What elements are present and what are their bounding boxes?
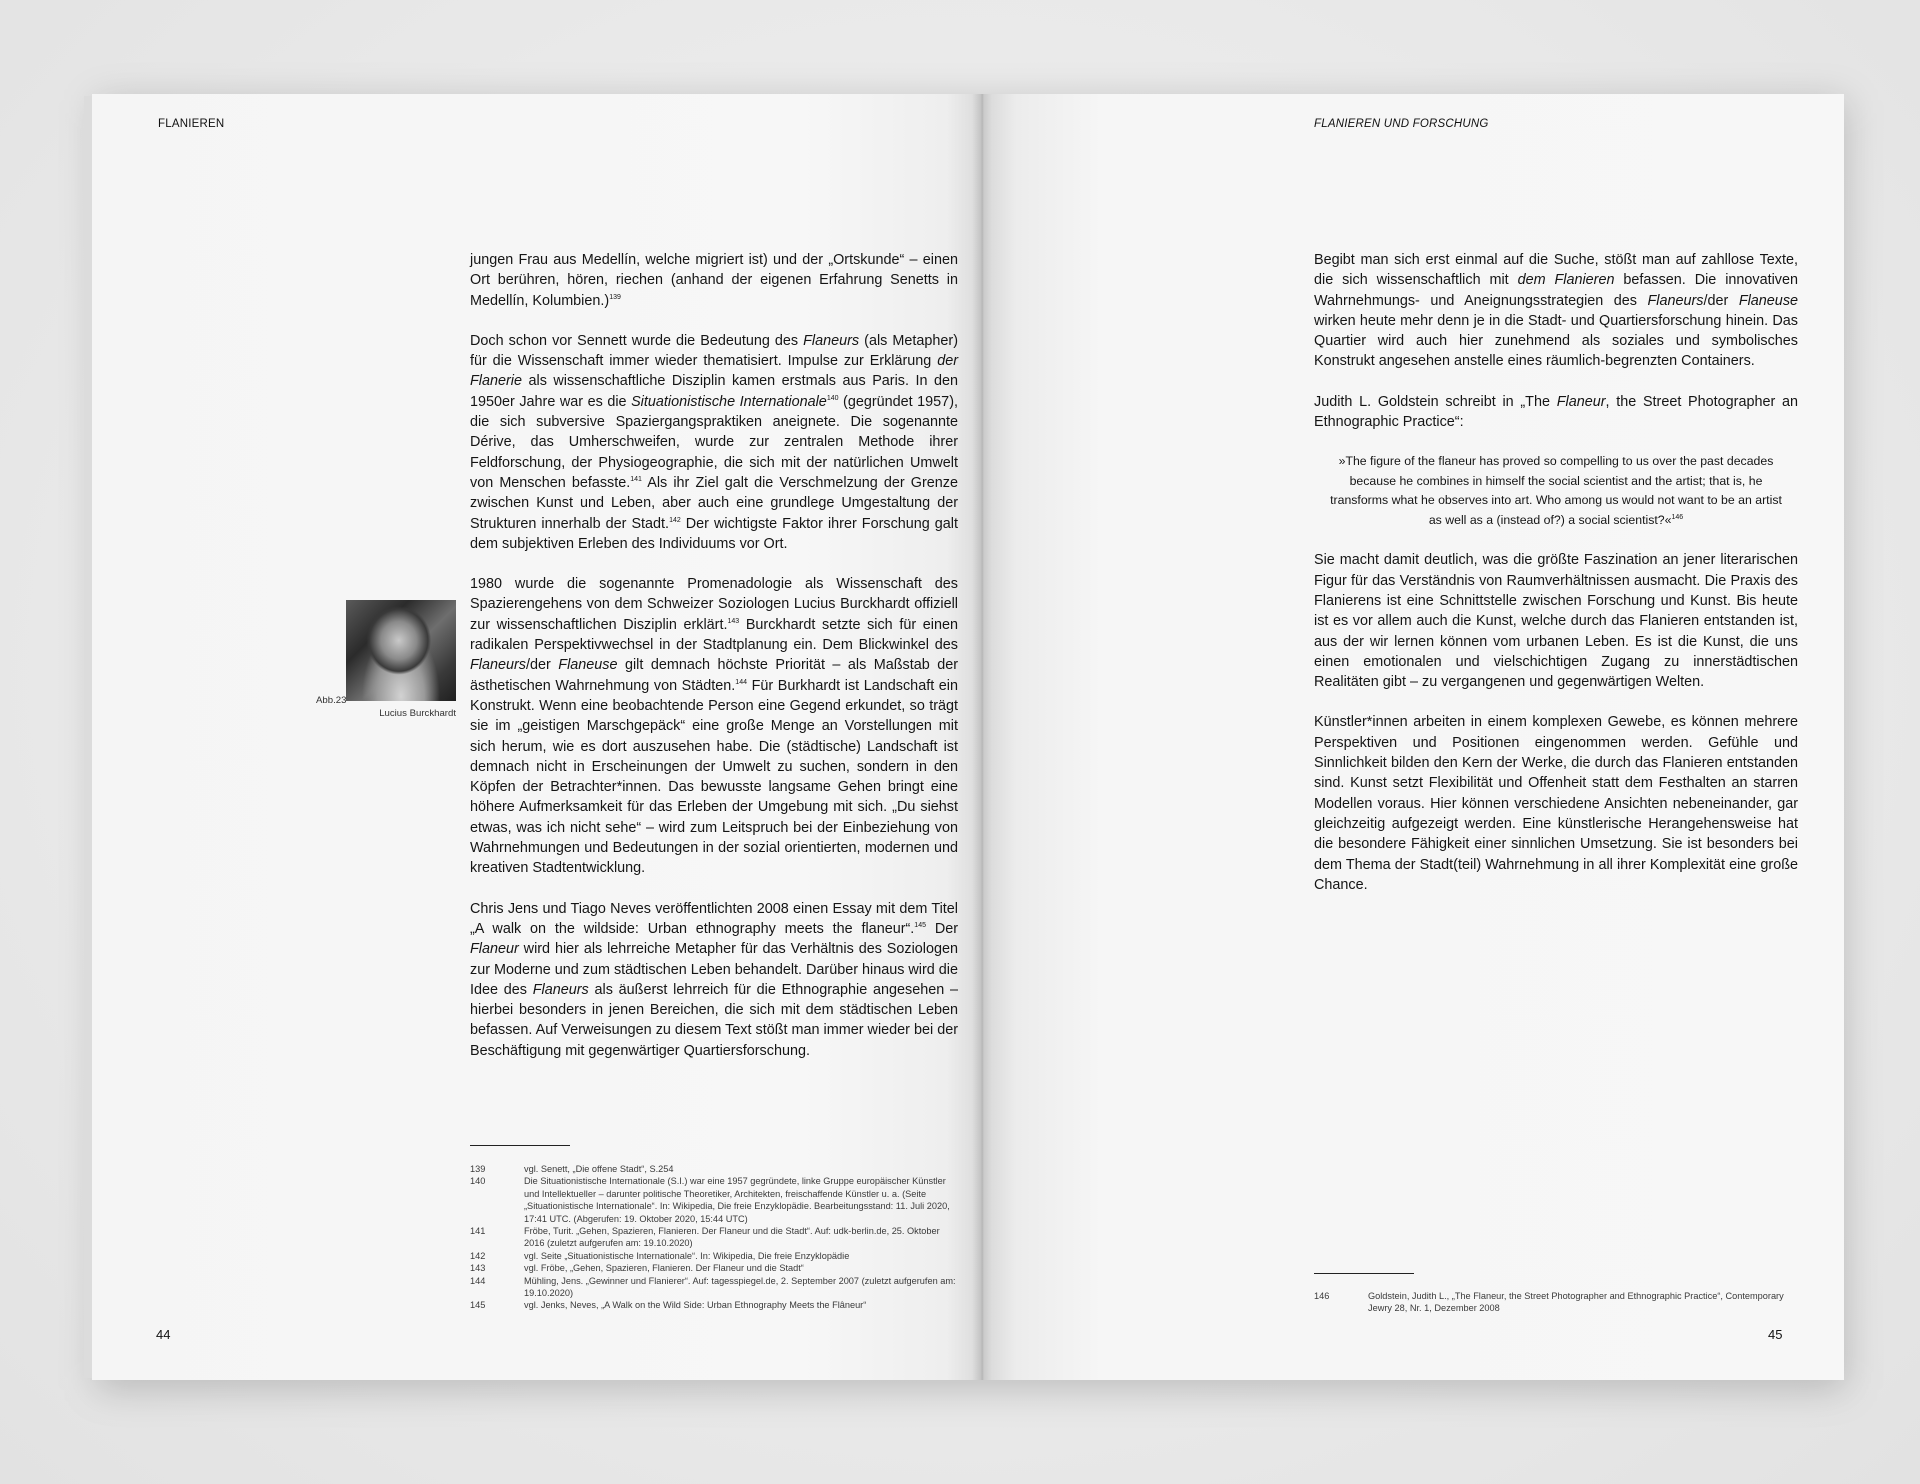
italic-term: Flaneurs bbox=[1647, 292, 1704, 309]
footnote-rule bbox=[470, 1145, 570, 1146]
body-paragraph bbox=[1314, 392, 1798, 433]
text-run: »The figure of the flaneur has proved so compelling to us over the past decades because he combines in himself the social scientist and the artist; that is, he transforms what he observes into art. Who among us would not want to be an artist as well as a (instead of?) a social scientist?« bbox=[1330, 454, 1782, 527]
italic-term: dem Flanieren bbox=[1517, 272, 1615, 289]
body-paragraph bbox=[470, 899, 958, 1061]
text-run: /der bbox=[526, 657, 559, 674]
text-run: Künstler*innen arbeiten in einem komplexen Gewebe, es können mehrere Perspektiven und Positionen eingenommen werden. Gefühle und Sinnlichkeit bilden den Kern der Werke, die durch das Flanieren entstanden sind. Kunst setzt Flexibilität und Offenheit statt dem Festhalten an starren Modellen voraus. Hier können verschiedene Ansichten nebeneinander, gar gleichzeitig aufgezeigt werden. Eine künstlerische Herangehensweise hat die besondere Fähigkeit einer sinnlichen Umsetzung. Sie ist besonders bei dem Thema der Stadt(teil) Wahrnehmung in all ihrer Komplexität eine große Chance. bbox=[1314, 714, 1798, 893]
footnote bbox=[470, 1225, 960, 1250]
footnote-text: Die Situationistische Internationale (S.I.) war eine 1957 gegründete, linke Gruppe europäischer Künstler und Intellektueller – darunter politische Theoretiker, Architekten, freischaffende Künstler u. a. (Seite „Situationistische Internationale“. In: Wikipedia, Die freie Enzyklopädie. Bearbeitungsstand: 11. Juli 2020, 17:41 UTC. (Abgerufen: 19. Oktober 2020, 15:44 UTC) bbox=[524, 1176, 950, 1224]
text-run: Für Burkhardt ist Landschaft ein Konstrukt. Wenn eine beobachtende Person eine Gegend erkundet, so trägt sie im „geistigen Marschgepäck“ eine große Menge an Vorstellungen mit sich herum, wie es dort auszusehen habe. Die (städtische) Landschaft ist demnach nicht in Erscheinungen der Umwelt zu suchen, sondern in den Köpfen der Betrachter*innen. Das bewusste langsame Gehen bringt eine höhere Aufmerksamkeit für das Erleben der Umgebung mit sich. „Du siehst etwas, was ich nicht sehe“ – wird zum Leitspruch bei der Einbeziehung von Wahrnehmungen und Bedeutungen in der sozial orientierten, modernen und kreativen Stadtentwicklung. bbox=[470, 677, 958, 877]
footnote-number: 144 bbox=[470, 1275, 486, 1286]
figure-caption bbox=[316, 694, 456, 720]
left-body-text bbox=[470, 250, 958, 1081]
footnote-number: 146 bbox=[1314, 1291, 1330, 1301]
text-run: (gegründet 1957), die sich subversive Spaziergangspraktiken aneignete. Die sogenannte Dérive, das Umherschweifen, wurde zur zentralen Methode ihrer Feldforschung, der Physiogeographie, die sich mit der natürlichen Umwelt von Menschen befasste. bbox=[470, 393, 958, 491]
footnote-rule bbox=[1314, 1273, 1414, 1274]
footnote bbox=[470, 1262, 960, 1274]
footnote-text: Goldstein, Judith L., „The Flaneur, the Street Photographer and Ethnographic Practice“, Contemporary Jewry 28, Nr. 1, Dezember 2008 bbox=[1368, 1291, 1784, 1314]
body-paragraph bbox=[470, 331, 958, 554]
text-run: Sie macht damit deutlich, was die größte Faszination an jener literarischen Figur für das Verständnis von Raumverhältnissen ausmacht. Die Praxis des Flanierens ist eine Schnittstelle zwischen Forschung und Kunst. Bis heute ist es vor allem auch die Kunst, welche durch das Flanieren entstanden ist, aus der wir lernen können vom urbanen Leben. Es ist die Kunst, die uns einen emotionalen und vielschichtigen Zugang zu innerstädtischen Realitäten gibt – zu vergangenen und gegenwärtigen Welten. bbox=[1314, 552, 1798, 691]
footnote-ref: 143 bbox=[727, 617, 740, 625]
text-run: Burckhardt setzte sich für einen radikalen Perspektivwechsel in der Stadtplanung ein. Dem Blickwinkel des bbox=[470, 616, 958, 654]
italic-term: der Flanerie bbox=[470, 353, 958, 390]
footnote bbox=[470, 1250, 960, 1262]
footnote-ref: 145 bbox=[914, 922, 926, 930]
footnote-number: 143 bbox=[470, 1263, 486, 1274]
footnote-ref: 142 bbox=[669, 516, 681, 524]
body-paragraph bbox=[470, 574, 958, 878]
footnote bbox=[1314, 1290, 1798, 1315]
text-run: wird hier als lehrreiche Metapher für das Verhältnis des Soziologen zur Moderne und zum städtischen Leben behandelt. Darüber hinaus wird die Idee des bbox=[470, 941, 958, 998]
text-run: gilt demnach höchste Priorität – als Maßstab der ästhetischen Wahrnehmung von Städten. bbox=[470, 657, 959, 694]
footnotes-right bbox=[1314, 1290, 1798, 1315]
italic-term: Flaneuse bbox=[558, 657, 618, 674]
footnote bbox=[470, 1275, 960, 1300]
footnote-text: vgl. Fröbe, „Gehen, Spazieren, Flanieren. Der Flaneur und die Stadt“ bbox=[524, 1263, 804, 1274]
text-run: wirken heute mehr denn je in die Stadt- und Quartiersforschung hinein. Das Quartier wird auch hier zunehmend als soziales und symbolisches Konstrukt angesehen anstelle eines räumlich-begrenzten Containers. bbox=[1314, 312, 1798, 370]
footnote bbox=[470, 1299, 960, 1311]
footnote-ref: 139 bbox=[609, 293, 621, 301]
right-page bbox=[982, 94, 1844, 1380]
page-number-left: 44 bbox=[156, 1327, 171, 1342]
book-spine bbox=[972, 94, 992, 1380]
footnote-number: 145 bbox=[470, 1300, 486, 1311]
footnote-ref: 140 bbox=[826, 394, 839, 402]
right-body-text bbox=[1314, 250, 1798, 915]
footnote-text: vgl. Jenks, Neves, „A Walk on the Wild Side: Urban Ethnography Meets the Flâneur“ bbox=[524, 1300, 867, 1311]
text-run: Als ihr Ziel galt die Verschmelzung der Grenze zwischen Kunst und Leben, aber auch eine grundlege Umgestaltung der Strukturen innerhalb der Stadt. bbox=[470, 474, 958, 532]
text-run: als äußerst lehrreich für die Ethnographie angesehen – hierbei besonders in jenen Bereichen, die sich mit dem städtischen Leben befassen. Auf Verweisungen zu diesem Text stößt man immer wieder bei der Beschäftigung mit gegenwärtiger Quartiersforschung. bbox=[470, 981, 958, 1059]
italic-term: Flaneurs bbox=[470, 657, 526, 674]
footnote-text: vgl. Senett, „Die offene Stadt“, S.254 bbox=[524, 1164, 674, 1174]
body-paragraph bbox=[470, 250, 958, 311]
caption-number: Abb.23 bbox=[316, 695, 347, 706]
text-run: Begibt man sich erst einmal auf die Suche, stößt man auf zahllose Texte, die sich wissenschaftlich mit bbox=[1314, 252, 1798, 289]
caption-name: Lucius Burckhardt bbox=[379, 708, 456, 719]
text-run: jungen Frau aus Medellín, welche migriert ist) und der „Ortskunde“ – einen Ort berühren, hören, riechen (anhand der eigenen Erfahrung Senetts in Medellín, Kolumbien.) bbox=[470, 252, 958, 309]
text-run: , the Street Photographer an Ethnographic Practice“: bbox=[1314, 393, 1798, 431]
footnote-number: 142 bbox=[470, 1250, 486, 1261]
italic-term: Flaneurs bbox=[532, 981, 589, 998]
body-paragraph bbox=[1314, 712, 1798, 895]
page-number-right: 45 bbox=[1768, 1327, 1783, 1342]
footnotes-left bbox=[470, 1163, 960, 1312]
italic-term: Flaneuse bbox=[1738, 292, 1799, 309]
footnote bbox=[470, 1175, 960, 1225]
running-head-right: FLANIEREN UND FORSCHUNG bbox=[1314, 118, 1489, 130]
text-run: Der bbox=[925, 920, 959, 937]
italic-term: Flaneur bbox=[470, 941, 519, 958]
footnote-text: Fröbe, Turit. „Gehen, Spazieren, Flanieren. Der Flaneur und die Stadt“. Auf: udk-berlin.de, 25. Oktober 2016 (zuletzt aufgerufen am: 19.10.2020) bbox=[524, 1226, 940, 1249]
text-run: 1980 wurde die sogenannte Promenadologie als Wissenschaft des Spazierengehens von dem Schweizer Soziologen Lucius Burckhardt offiziell zur wissenschaftlichen Disziplin erklärt. bbox=[470, 576, 958, 633]
text-run: Chris Jens und Tiago Neves veröffentlichten 2008 einen Essay mit dem Titel „A walk on the wildside: Urban ethnography meets the flaneur“. bbox=[470, 900, 958, 937]
body-paragraph bbox=[1314, 250, 1798, 372]
footnote-text: Mühling, Jens. „Gewinner und Flanierer“. Auf: tagesspiegel.de, 2. September 2007 (zuletzt aufgerufen am: 19.10.2020) bbox=[524, 1275, 956, 1299]
footnote-text: vgl. Seite „Situationistische Internationale“. In: Wikipedia, Die freie Enzyklopädie bbox=[524, 1250, 850, 1261]
footnote-ref: 144 bbox=[735, 678, 747, 686]
text-run: /der bbox=[1703, 292, 1739, 309]
footnote bbox=[470, 1163, 960, 1175]
footnote-number: 139 bbox=[470, 1164, 486, 1174]
italic-term: Situationistische Internationale bbox=[631, 393, 827, 410]
footnote-number: 141 bbox=[470, 1226, 486, 1237]
text-run: Der wichtigste Faktor ihrer Forschung galt dem subjektiven Erleben des Individuums vor Ort. bbox=[470, 515, 958, 552]
body-paragraph bbox=[1314, 550, 1798, 692]
body-paragraph bbox=[1328, 452, 1784, 530]
italic-term: Flaneurs bbox=[803, 332, 860, 349]
portrait-photo bbox=[346, 600, 456, 701]
text-run: als wissenschaftliche Disziplin kamen erstmals aus Paris. In den 1950er Jahre war es die bbox=[470, 373, 958, 410]
italic-term: Flaneur bbox=[1556, 393, 1606, 410]
footnote-ref: 146 bbox=[1671, 513, 1684, 521]
text-run: Doch schon vor Sennett wurde die Bedeutung des bbox=[470, 332, 804, 349]
text-run: (als Metapher) für die Wissenschaft immer wieder thematisiert. Impulse zur Erklärung bbox=[470, 332, 958, 370]
text-run: befassen. Die innovativen Wahrnehmungs- und Aneignungsstrategien des bbox=[1314, 272, 1798, 309]
left-page bbox=[92, 94, 982, 1380]
text-run: Judith L. Goldstein schreibt in „The bbox=[1314, 393, 1557, 410]
footnote-number: 140 bbox=[470, 1176, 486, 1187]
footnote-ref: 141 bbox=[630, 476, 642, 484]
running-head-left: FLANIEREN bbox=[158, 118, 225, 130]
